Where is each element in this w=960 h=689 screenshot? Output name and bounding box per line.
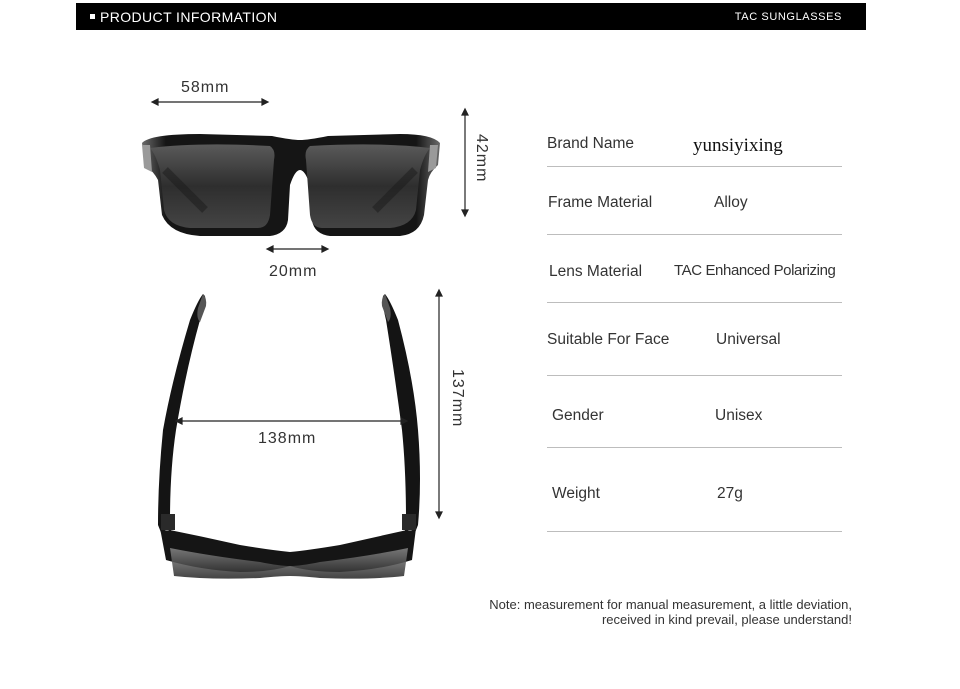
spec-value: Universal — [716, 331, 781, 348]
bridge-width-label: 20mm — [269, 263, 318, 280]
note-line-1: Note: measurement for manual measurement, a little deviation, — [489, 597, 852, 612]
note-line-2: received in kind prevail, please understand! — [601, 612, 852, 627]
measurement-note — [489, 597, 852, 627]
spec-value: 27g — [717, 485, 743, 502]
spec-value: TAC Enhanced Polarizing — [674, 262, 836, 279]
spec-label: Weight — [552, 485, 600, 502]
spec-value: Unisex — [715, 407, 763, 424]
spec-label: Lens Material — [549, 263, 643, 280]
header-subtitle: TAC SUNGLASSES — [734, 11, 842, 23]
frame-width-label: 138mm — [258, 430, 317, 447]
spec-label: Suitable For Face — [547, 331, 670, 348]
divider — [547, 447, 842, 448]
divider — [547, 375, 842, 376]
lens-width-label: 58mm — [181, 79, 230, 96]
spec-label: Gender — [552, 407, 604, 424]
spec-value: yunsiyixing — [693, 135, 783, 156]
temple-length-label: 137mm — [449, 369, 466, 428]
spec-value: Alloy — [714, 194, 748, 211]
divider — [547, 302, 842, 303]
divider — [547, 166, 842, 167]
divider — [547, 234, 842, 235]
spec-label: Frame Material — [548, 194, 653, 211]
divider — [547, 531, 842, 532]
header-title-text: PRODUCT INFORMATION — [100, 9, 278, 25]
front-view-glasses — [142, 134, 440, 236]
spec-label: Brand Name — [547, 135, 635, 152]
lens-height-label: 42mm — [473, 134, 490, 183]
